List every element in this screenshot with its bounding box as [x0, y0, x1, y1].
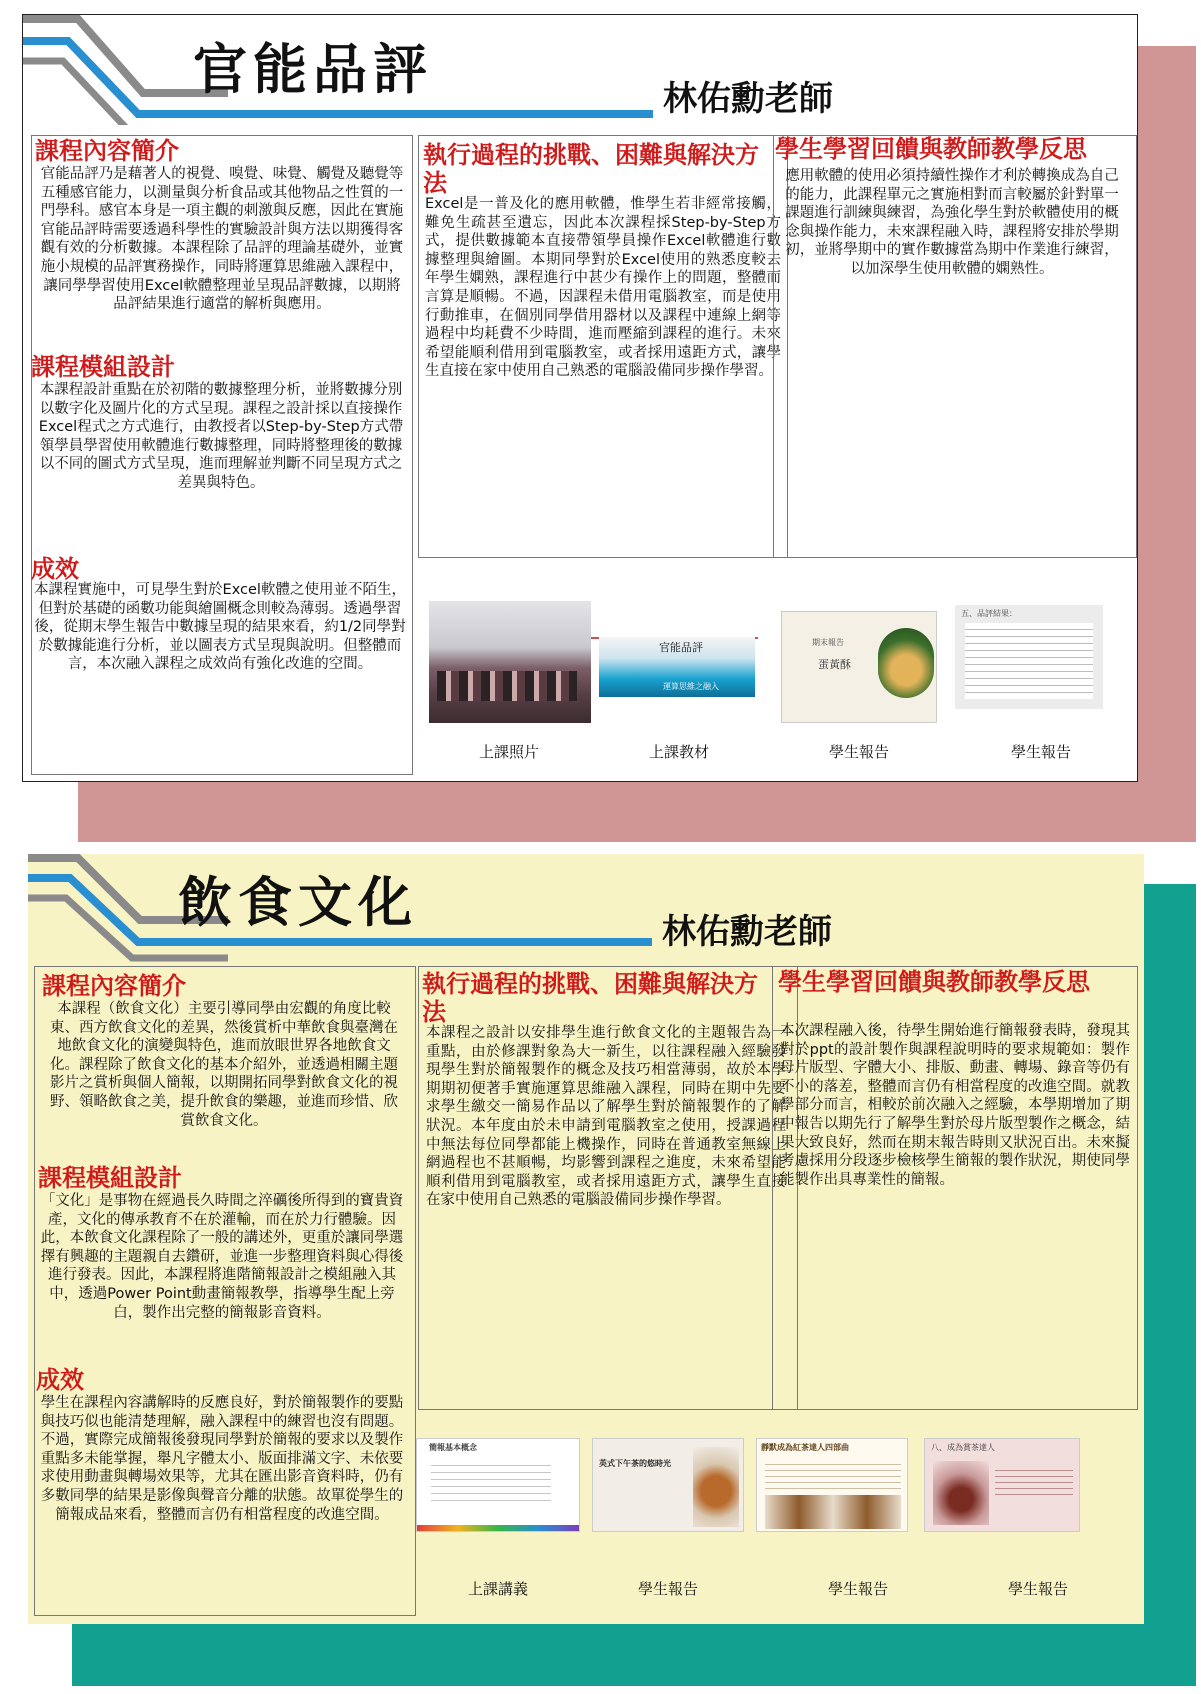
module-text: 本課程設計重點在於初階的數據整理分析，並將數據分別以數字化及圖片化的方式呈現。課程之設計採以直接操作Excel程式之方式進行，由教授者以Step-by-Step方式帶領學員學習使用軟體進行數據整理，同時將整理後的數據以不同的圖式方式呈現，進而理解並判斷不同呈現方式之差異與特色。: [38, 382, 404, 491]
panel-1-guanneng: [22, 14, 1138, 782]
panel-2-diet-culture: [28, 854, 1144, 1624]
module-heading-2: 課程模組設計: [38, 1164, 182, 1192]
result-heading: 成效: [31, 555, 79, 583]
intro-heading-2: 課程內容簡介: [42, 972, 186, 1000]
feedback-heading: 學生學習回饋與教師教學反思: [775, 135, 1087, 163]
page-title-2: 飲食文化: [178, 871, 418, 934]
report-table: [965, 623, 1093, 699]
challenge-text: Excel是一普及化的應用軟體，惟學生若非經常接觸，難免生疏甚至遺忘，因此本次課程採Step-by-Step方式，提供數據範本直接帶領學員操作Excel軟體進行數據整理與繪圖。本期同學對於Excel使用的熟悉度較去年學生嫻熟，課程進行中甚少有操作上的問題，整體而言算是順暢。不過，因課程未借用電腦教室，而是使用行動推車，在個別同學借用器材以及課程中連線上網等過程中均耗費不少時間，進而壓縮到課程的進行。未來希望能順利借用到電腦教室，或者採用遠距方式，讓學生直接在家中使用自己熟悉的電腦設備同步操作學習。: [425, 196, 781, 380]
teapot-photo: [693, 1447, 739, 1527]
challenge-text-2: 本課程之設計以安排學生進行飲食文化的主題報告為一重點，由於修課對象為大一新生，以往課程融入經驗發現學生對於簡報製作的概念及技巧相當薄弱，故於本學期期初便著手實施運算思維融入課程，同時在期中先要求學生繳交一簡易作品以了解學生對於簡報製作的了解狀況。本年度由於未申請到電腦教室之使用，授課過程中無法每位同學都能上機操作，同時在普通教室無線上網過程也不甚順暢，均影響到課程之進度，未來希望能順利借用到電腦教室，或者採用遠距方式，讓學生直接在家中使用自己熟悉的電腦設備同步操作學習。: [426, 1025, 786, 1209]
intro-text-2: 本課程（飲食文化）主要引導同學由宏觀的角度比較東、西方飲食文化的差異，然後賞析中華飲食與臺灣在地飲食文化的演變與特色，進而放眼世界各地飲食文化。課程除了飲食文化的基本介紹外，並透過相關主題影片之賞析與個人簡報，以期開拓同學對飲食文化的視野、領略飲食之美，提升飲食的樂趣，並進而珍惜、欣賞飲食文化。: [50, 1001, 398, 1129]
student-report-tea-thumbnail: [592, 1438, 744, 1532]
tastemaster-report-title: 八、成為賞茶達人: [931, 1443, 995, 1452]
caption-class-photo: 上課照片: [478, 743, 539, 761]
feedback-heading-2: 學生學習回饋與教師教學反思: [778, 968, 1090, 996]
result-heading-2: 成效: [36, 1366, 84, 1394]
student-report-tastemaster-thumbnail: [924, 1438, 1080, 1532]
caption-student-report-5: 學生報告: [1007, 1580, 1068, 1598]
intro-text: 官能品評乃是藉著人的視覺、嗅覺、味覺、觸覺及聽覺等五種感官能力，以測量與分析食品或其他物品之性質的一門學科。感官本身是一項主觀的刺激與反應，因此在實施官能品評時需要透過科學性的實驗設計與方法以期獲得客觀有效的分析數據。本課程除了品評的理論基礎外，並實施小規模的品評實務操作，同時將運算思維融入課程中，讓同學學習使用Excel軟體整理並呈現品評數據，以期將品評結果進行適當的解析與應用。: [40, 166, 404, 313]
challenge-heading: 執行過程的挑戰、困難與解決方法: [423, 141, 759, 197]
tasting-photo: [933, 1461, 989, 1525]
caption-student-report-1: 學生報告: [828, 743, 889, 761]
intro-heading: 課程內容簡介: [35, 137, 179, 165]
lecture-notes-title: 簡報基本概念: [429, 1443, 477, 1452]
report-table-title: 五、品評結果：: [961, 609, 1017, 618]
lecture-notes-thumbnail: [416, 1438, 580, 1532]
module-heading: 課程模組設計: [31, 353, 175, 381]
report-subtitle: 期末報告: [812, 638, 844, 647]
student-report-blacktea-thumbnail: [756, 1438, 908, 1532]
module-text-2: 「文化」是事物在經過長久時間之淬礪後所得到的寶貴資產，文化的傳承教育不在於灌輸，而在於力行體驗。因此，本飲食文化課程除了一般的講述外，更重於讓同學選擇有興趣的主題親自去鑽研，並進一步整理資料與心得後進行發表。因此，本課程將進階簡報設計之模組融入其中，透過Power Point動畫簡報教學，指導學生配上旁白，製作出完整的簡報影音資料。: [40, 1193, 404, 1321]
material-subtitle: 運算思維之融入: [663, 682, 719, 691]
caption-student-report-4: 學生報告: [827, 1580, 888, 1598]
teacher-name-2: 林佑勳老師: [662, 912, 832, 952]
caption-teaching-material: 上課教材: [648, 743, 709, 761]
material-title: 官能品評: [659, 641, 703, 654]
caption-student-report-3: 學生報告: [637, 1580, 698, 1598]
result-text: 本課程實施中，可見學生對於Excel軟體之使用並不陌生，但對於基礎的函數功能與繪圖概念則較為薄弱。透過學習後，從期末學生報告中數據呈現的結果來看，約1/2同學對於數據能進行分析，並以圖表方式呈現與說明。但整體而言，本次融入課程之成效尚有強化改進的空間。: [34, 582, 406, 673]
report-title: 蛋黃酥: [818, 658, 851, 671]
blacktea-report-title: 靜默成為紅茶達人四部曲: [761, 1443, 849, 1452]
tea-cups-photo: [765, 1495, 901, 1529]
challenge-heading-2: 執行過程的挑戰、困難與解決方法: [422, 970, 758, 1026]
feedback-text: 應用軟體的使用必須持續性操作才利於轉換成為自己的能力，此課程單元之實施相對而言較屬於針對單一課題進行訓練與練習，為強化學生對於軟體使用的概念與操作能力，未來課程融入時，課程將安排於學期初，並將學期中的實作數據當為期中作業進行練習，以加深學生使用軟體的嫻熟性。: [785, 168, 1119, 277]
caption-student-report-2: 學生報告: [1010, 743, 1071, 761]
student-report-thumbnail-1: [781, 611, 937, 723]
result-text-2: 學生在課程內容講解時的反應良好，對於簡報製作的要點與技巧似也能清楚理解，融入課程中的練習也沒有問題。不過，實際完成簡報後發現同學對於簡報的要求以及製作重點多未能掌握，舉凡字體太小、版面排滿文字、未依要求使用動畫與轉場效果等，尤其在匯出影音資料時，仍有多數同學的結果是影像與聲音分離的狀態。故單從學生的簡報成品來看，整體而言仍有相當程度的改進空間。: [40, 1395, 404, 1523]
teaching-material-thumbnail: [599, 637, 755, 697]
class-photo-thumbnail: [429, 601, 591, 723]
page-title: 官能品評: [193, 38, 433, 101]
student-report-thumbnail-2: [955, 605, 1103, 709]
teacher-name: 林佑勳老師: [663, 79, 833, 119]
pastry-photo: [878, 628, 934, 698]
caption-lecture-notes: 上課講義: [467, 1580, 528, 1598]
feedback-text-2: 本次課程融入後，待學生開始進行簡報發表時，發現其對於ppt的設計製作與課程說明時的要求規範如：製作母片版型、字體大小、排版、動畫、轉場、錄音等仍有不小的落差，整體而言仍有相當程度的改進空間。就教學部分而言，相較於前次融入之經驗，本學期增加了期中報告以期先行了解學生對於母片版型製作之概念，結果大致良好，然而在期末報告時則又狀況百出。未來擬考慮採用分段逐步檢核學生簡報的製作狀況，期使同學能製作出具專業性的簡報。: [780, 1023, 1130, 1188]
tea-report-title: 英式下午茶的悠時光: [599, 1459, 671, 1468]
